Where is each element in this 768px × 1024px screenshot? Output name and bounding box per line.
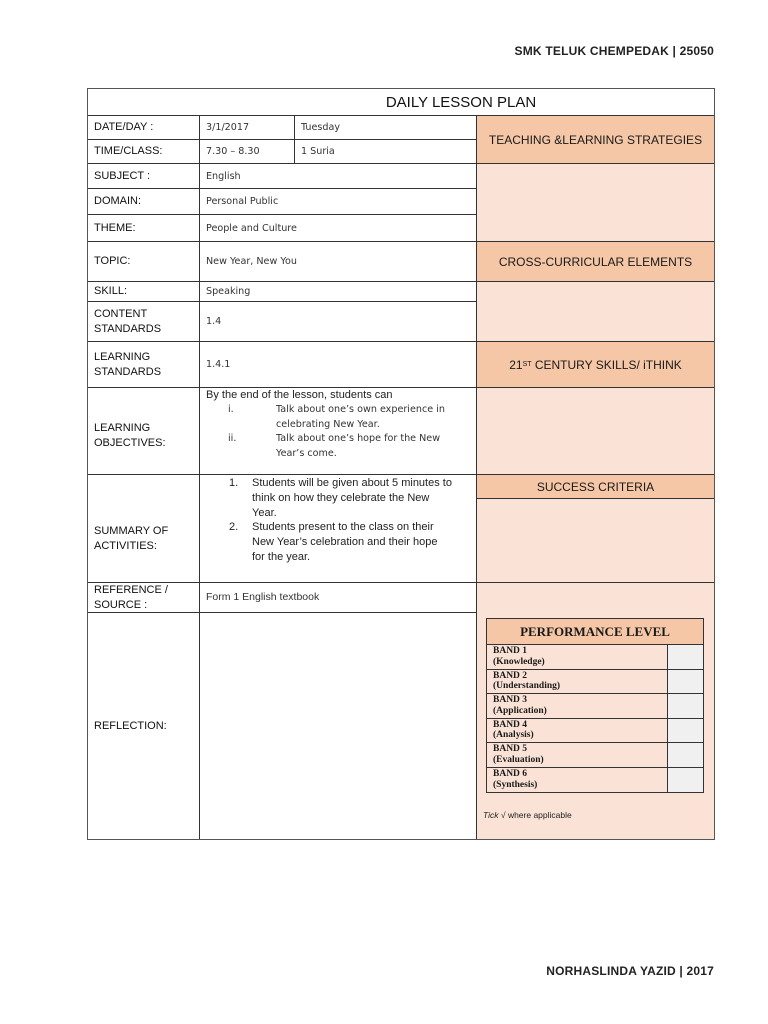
band-desc: (Understanding) [493, 681, 561, 692]
band-name: BAND 6 [493, 769, 528, 780]
content-standards-label-line1: CONTENT [94, 307, 148, 320]
reflection-label: REFLECTION: [88, 613, 200, 839]
band-label [487, 768, 668, 793]
topic-value[interactable]: New Year, New You [200, 242, 477, 282]
summary-value[interactable] [200, 475, 477, 583]
date-value[interactable]: 3/1/2017 [200, 116, 295, 140]
activity-item [200, 520, 470, 564]
date-label: DATE/DAY : [88, 116, 200, 140]
band-label [487, 694, 668, 718]
learning-objectives-label [88, 388, 200, 475]
tick-note [483, 810, 572, 820]
band-desc: (Evaluation) [493, 754, 544, 765]
reference-label-line1: REFERENCE / [94, 583, 168, 596]
cross-curricular-input[interactable] [477, 282, 714, 342]
band-desc: (Application) [493, 705, 547, 716]
theme-value[interactable]: People and Culture [200, 215, 477, 242]
learning-standards-label-line2: STANDARDS [94, 365, 162, 378]
objective-number: ii. [228, 433, 237, 445]
page-title: DAILY LESSON PLAN [88, 89, 714, 116]
learning-objectives-label-line1: LEARNING [94, 422, 151, 434]
class-value[interactable]: 1 Suria [295, 140, 477, 164]
band-tick-box[interactable] [668, 694, 703, 718]
content-standards-label [88, 302, 200, 342]
band-name: BAND 2 [493, 670, 528, 681]
domain-value[interactable]: Personal Public [200, 189, 477, 215]
band-desc: (Knowledge) [493, 656, 545, 667]
band-row [487, 719, 703, 744]
band-row [487, 694, 703, 719]
day-value[interactable]: Tuesday [295, 116, 477, 140]
objective-number: i. [228, 403, 234, 415]
learning-standards-label-line1: LEARNING [94, 350, 151, 363]
performance-level-title: PERFORMANCE LEVEL [487, 619, 703, 645]
subject-value[interactable]: English [200, 164, 477, 189]
reference-value[interactable]: Form 1 English textbook [200, 583, 477, 613]
band-desc: (Analysis) [493, 730, 534, 741]
band-tick-box[interactable] [668, 645, 703, 669]
author-footer: NORHASLINDA YAZID | 2017 [546, 964, 714, 978]
band-label [487, 670, 668, 694]
skill-value[interactable]: Speaking [200, 282, 477, 302]
learning-objectives-label-line2: OBJECTIVES: [94, 437, 166, 449]
summary-label-line1: SUMMARY OF [94, 524, 169, 537]
objectives-intro: By the end of the lesson, students can [206, 389, 393, 401]
activity-text-line: for the year. [252, 550, 311, 563]
reference-label-line2: SOURCE : [94, 598, 148, 611]
band-row [487, 670, 703, 695]
activity-text-line: Year. [252, 506, 277, 519]
learning-standards-label [88, 342, 200, 388]
success-criteria-input[interactable] [477, 499, 714, 583]
band-label [487, 719, 668, 743]
century-skills-header: 21 ST CENTURY SKILLS/ iTHINK [477, 342, 714, 388]
band-desc: (Synthesis) [493, 779, 538, 790]
school-header: SMK TELUK CHEMPEDAK | 25050 [514, 44, 714, 58]
domain-label: DOMAIN: [88, 189, 200, 215]
activity-number: 1. [229, 477, 239, 489]
band-row [487, 645, 703, 670]
activity-text-line: New Year’s celebration and their hope [252, 536, 438, 549]
time-label: TIME/CLASS: [88, 140, 200, 164]
teaching-strategies-header: TEACHING &LEARNING STRATEGIES [477, 116, 714, 164]
century-skills-prefix: 21 [509, 357, 523, 372]
objective-text-line: Talk about one’s hope for the New [276, 433, 441, 445]
tick-note-italic: Tick [483, 810, 499, 820]
band-tick-box[interactable] [668, 743, 703, 767]
band-label [487, 743, 668, 767]
band-label [487, 645, 668, 669]
objective-text-line: Talk about one’s own experience in [276, 403, 445, 415]
band-tick-box[interactable] [668, 719, 703, 743]
summary-label [88, 475, 200, 583]
subject-label: SUBJECT : [88, 164, 200, 189]
tick-note-text: where applicable [507, 810, 572, 820]
tick-mark-icon: √ [500, 810, 506, 820]
century-skills-input[interactable] [477, 388, 714, 475]
activity-text-line: think on how they celebrate the New [252, 491, 430, 504]
activity-text-line: Students present to the class on their [252, 521, 434, 534]
reflection-input[interactable] [200, 613, 477, 839]
band-row [487, 743, 703, 768]
objective-text-line: Year’s come. [276, 448, 337, 460]
band-tick-box[interactable] [668, 768, 703, 793]
teaching-strategies-input[interactable] [477, 164, 714, 242]
band-name: BAND 5 [493, 744, 528, 755]
band-tick-box[interactable] [668, 670, 703, 694]
activity-item [200, 476, 470, 520]
learning-standards-value[interactable]: 1.4.1 [200, 342, 477, 388]
band-name: BAND 4 [493, 719, 528, 730]
content-standards-value[interactable]: 1.4 [200, 302, 477, 342]
objective-item [206, 403, 476, 433]
band-name: BAND 1 [493, 646, 528, 657]
performance-level-table [486, 618, 704, 793]
skill-label: SKILL: [88, 282, 200, 302]
time-value[interactable]: 7.30 – 8.30 [200, 140, 295, 164]
objective-item [206, 432, 476, 462]
topic-label: TOPIC: [88, 242, 200, 282]
reference-label [88, 583, 200, 613]
theme-label: THEME: [88, 215, 200, 242]
summary-label-line2: ACTIVITIES: [94, 539, 157, 552]
activity-number: 2. [229, 521, 239, 534]
activity-text-line: Students will be given about 5 minutes to [252, 477, 452, 489]
band-row [487, 768, 703, 793]
learning-objectives-value[interactable] [200, 388, 477, 475]
cross-curricular-header: CROSS-CURRICULAR ELEMENTS [477, 242, 714, 282]
objective-text-line: celebrating New Year. [276, 418, 380, 430]
band-name: BAND 3 [493, 695, 528, 706]
content-standards-label-line2: STANDARDS [94, 322, 162, 335]
success-criteria-header: SUCCESS CRITERIA [477, 475, 714, 499]
century-skills-suffix: CENTURY SKILLS/ iTHINK [531, 357, 682, 372]
